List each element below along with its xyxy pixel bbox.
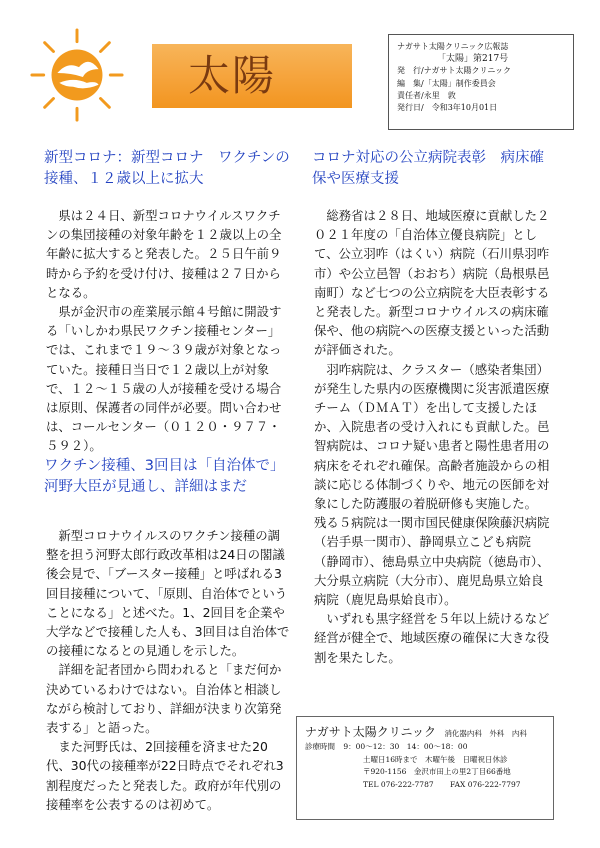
article2-paragraph: 詳細を記者団から問われると「まだ何か決めているわけではない。自治体と相談しながら検討しており、詳細が決まり次第発表する」と語った。: [46, 662, 282, 736]
clinic-hours: 9：00～12：30 14：00～18：00: [343, 742, 468, 751]
article1-body: [46, 206, 290, 456]
hours-label: 診療時間: [305, 742, 335, 751]
masthead-box: [388, 34, 574, 130]
article3-paragraph: 羽咋病院は、クラスター（感染者集団）が発生した県内の医療機関に災害派遣医療チーム（ＤＭＡＴ）を出して支援したほか、入院患者の受け入れにも貢献した。邑智病院は、コロナ疑い患者と陽性患者用の病床をそれぞれ確保。高齢者施設からの相談に応じる体制づくりや、地元の医師を対象にした防護服の着脱研修も実施した。: [314, 361, 550, 512]
article1-paragraph: 県が金沢市の産業展示館４号館に開設する「いしかわ県民ワクチン接種センター」では、これまで１９～３９歳が対象となっていた。接種日当日で１２歳以上が対象で、１２～１５歳の人が接種を受ける場合は原則、保護者の同伴が必要。問い合わせは、コールセンター（０１２０・９７７・５９２）。: [46, 304, 282, 454]
article3-paragraph: 残る５病院は一関市国民健康保険藤沢病院（岩手県一関市）、静岡県立こども病院（静岡市）、徳島県立中央病院（徳島市）、大分県立病院（大分市）、鹿児島県立姶良病院（鹿児島県姶良市）。: [314, 515, 550, 608]
editor: 編 集/「太陽」制作委員会: [397, 78, 496, 88]
article2-headline: ワクチン接種、3回目は「自治体で」 河野大臣が見通し、詳細はまだ: [44, 458, 292, 495]
article1-paragraph: 県は２４日、新型コロナウイルスワクチンの集団接種の対象年齢を１２歳以上の全年齢に拡大すると発表した。２５日午前９時から予約を受け付け、接種は２７日からとなる。: [46, 208, 282, 300]
hours-note: 土曜日16時まで 木曜午後 日曜祝日休診: [363, 754, 508, 764]
newsletter-title: 太陽: [188, 51, 277, 100]
article2-body: [46, 526, 290, 814]
article3-body: [314, 206, 554, 667]
issue-number: 「太陽」第217号: [437, 54, 509, 65]
responsible-person: 責任者/永里 敦: [397, 90, 456, 100]
publisher: 発 行/ナガサト太陽クリニック: [397, 66, 512, 76]
clinic-tel: TEL 076-222-7787: [363, 779, 434, 789]
article1-headline: 新型コロナ：新型コロナ ワクチンの接種、１２歳以上に拡大: [44, 150, 290, 187]
clinic-name: ナガサト太陽クリニック: [305, 725, 437, 739]
clinic-fax: FAX 076-222-7797: [450, 779, 521, 789]
clinic-departments: 消化器内科 外科 内科: [444, 729, 527, 738]
publication-name: ナガサト太陽クリニック広報誌: [397, 42, 509, 51]
article2-paragraph: また河野氏は、2回接種を済ませた20代、30代の接種率が22日時点でそれぞれ3割程度だったと発表した。政府が年代別の接種率を公表するのは初めて。: [46, 739, 284, 812]
publish-date: 発行日/ 令和3年10月01日: [397, 103, 498, 113]
clinic-info-box: [296, 716, 554, 820]
clinic-address: 〒920-1156 金沢市田上の里2丁目66番地: [363, 767, 511, 776]
sun-logo-icon: [28, 26, 126, 124]
article3-paragraph: いずれも黒字経営を５年以上続けるなど経営が健全で、地域医療の確保に大きな役割を果たした。: [314, 611, 550, 665]
article3-headline: コロナ対応の公立病院表彰 病床確保や医療支援: [312, 150, 544, 187]
article2-paragraph: 新型コロナウイルスのワクチン接種の調整を担う河野太郎行政改革相は24日の閣議後会見で、「ブースター接種」と呼ばれる3回目接種について、「原則、自治体でということになる」と述べた。1、2回目を企業や大学などで接種した人も、3回目は自治体での接種になるとの見通しを示した。: [46, 528, 290, 659]
article3-paragraph: 総務省は２８日、地域医療に貢献した２０２１年度の「自治体立優良病院」として、公立羽咋（はくい）病院（石川県羽咋市）や公立邑智（おおち）病院（島根県邑南町）など七つの公立病院を大臣表彰すると発表した。新型コロナウイルスの病床確保や、他の病院への医療支援といった活動が評価された。: [314, 208, 550, 358]
